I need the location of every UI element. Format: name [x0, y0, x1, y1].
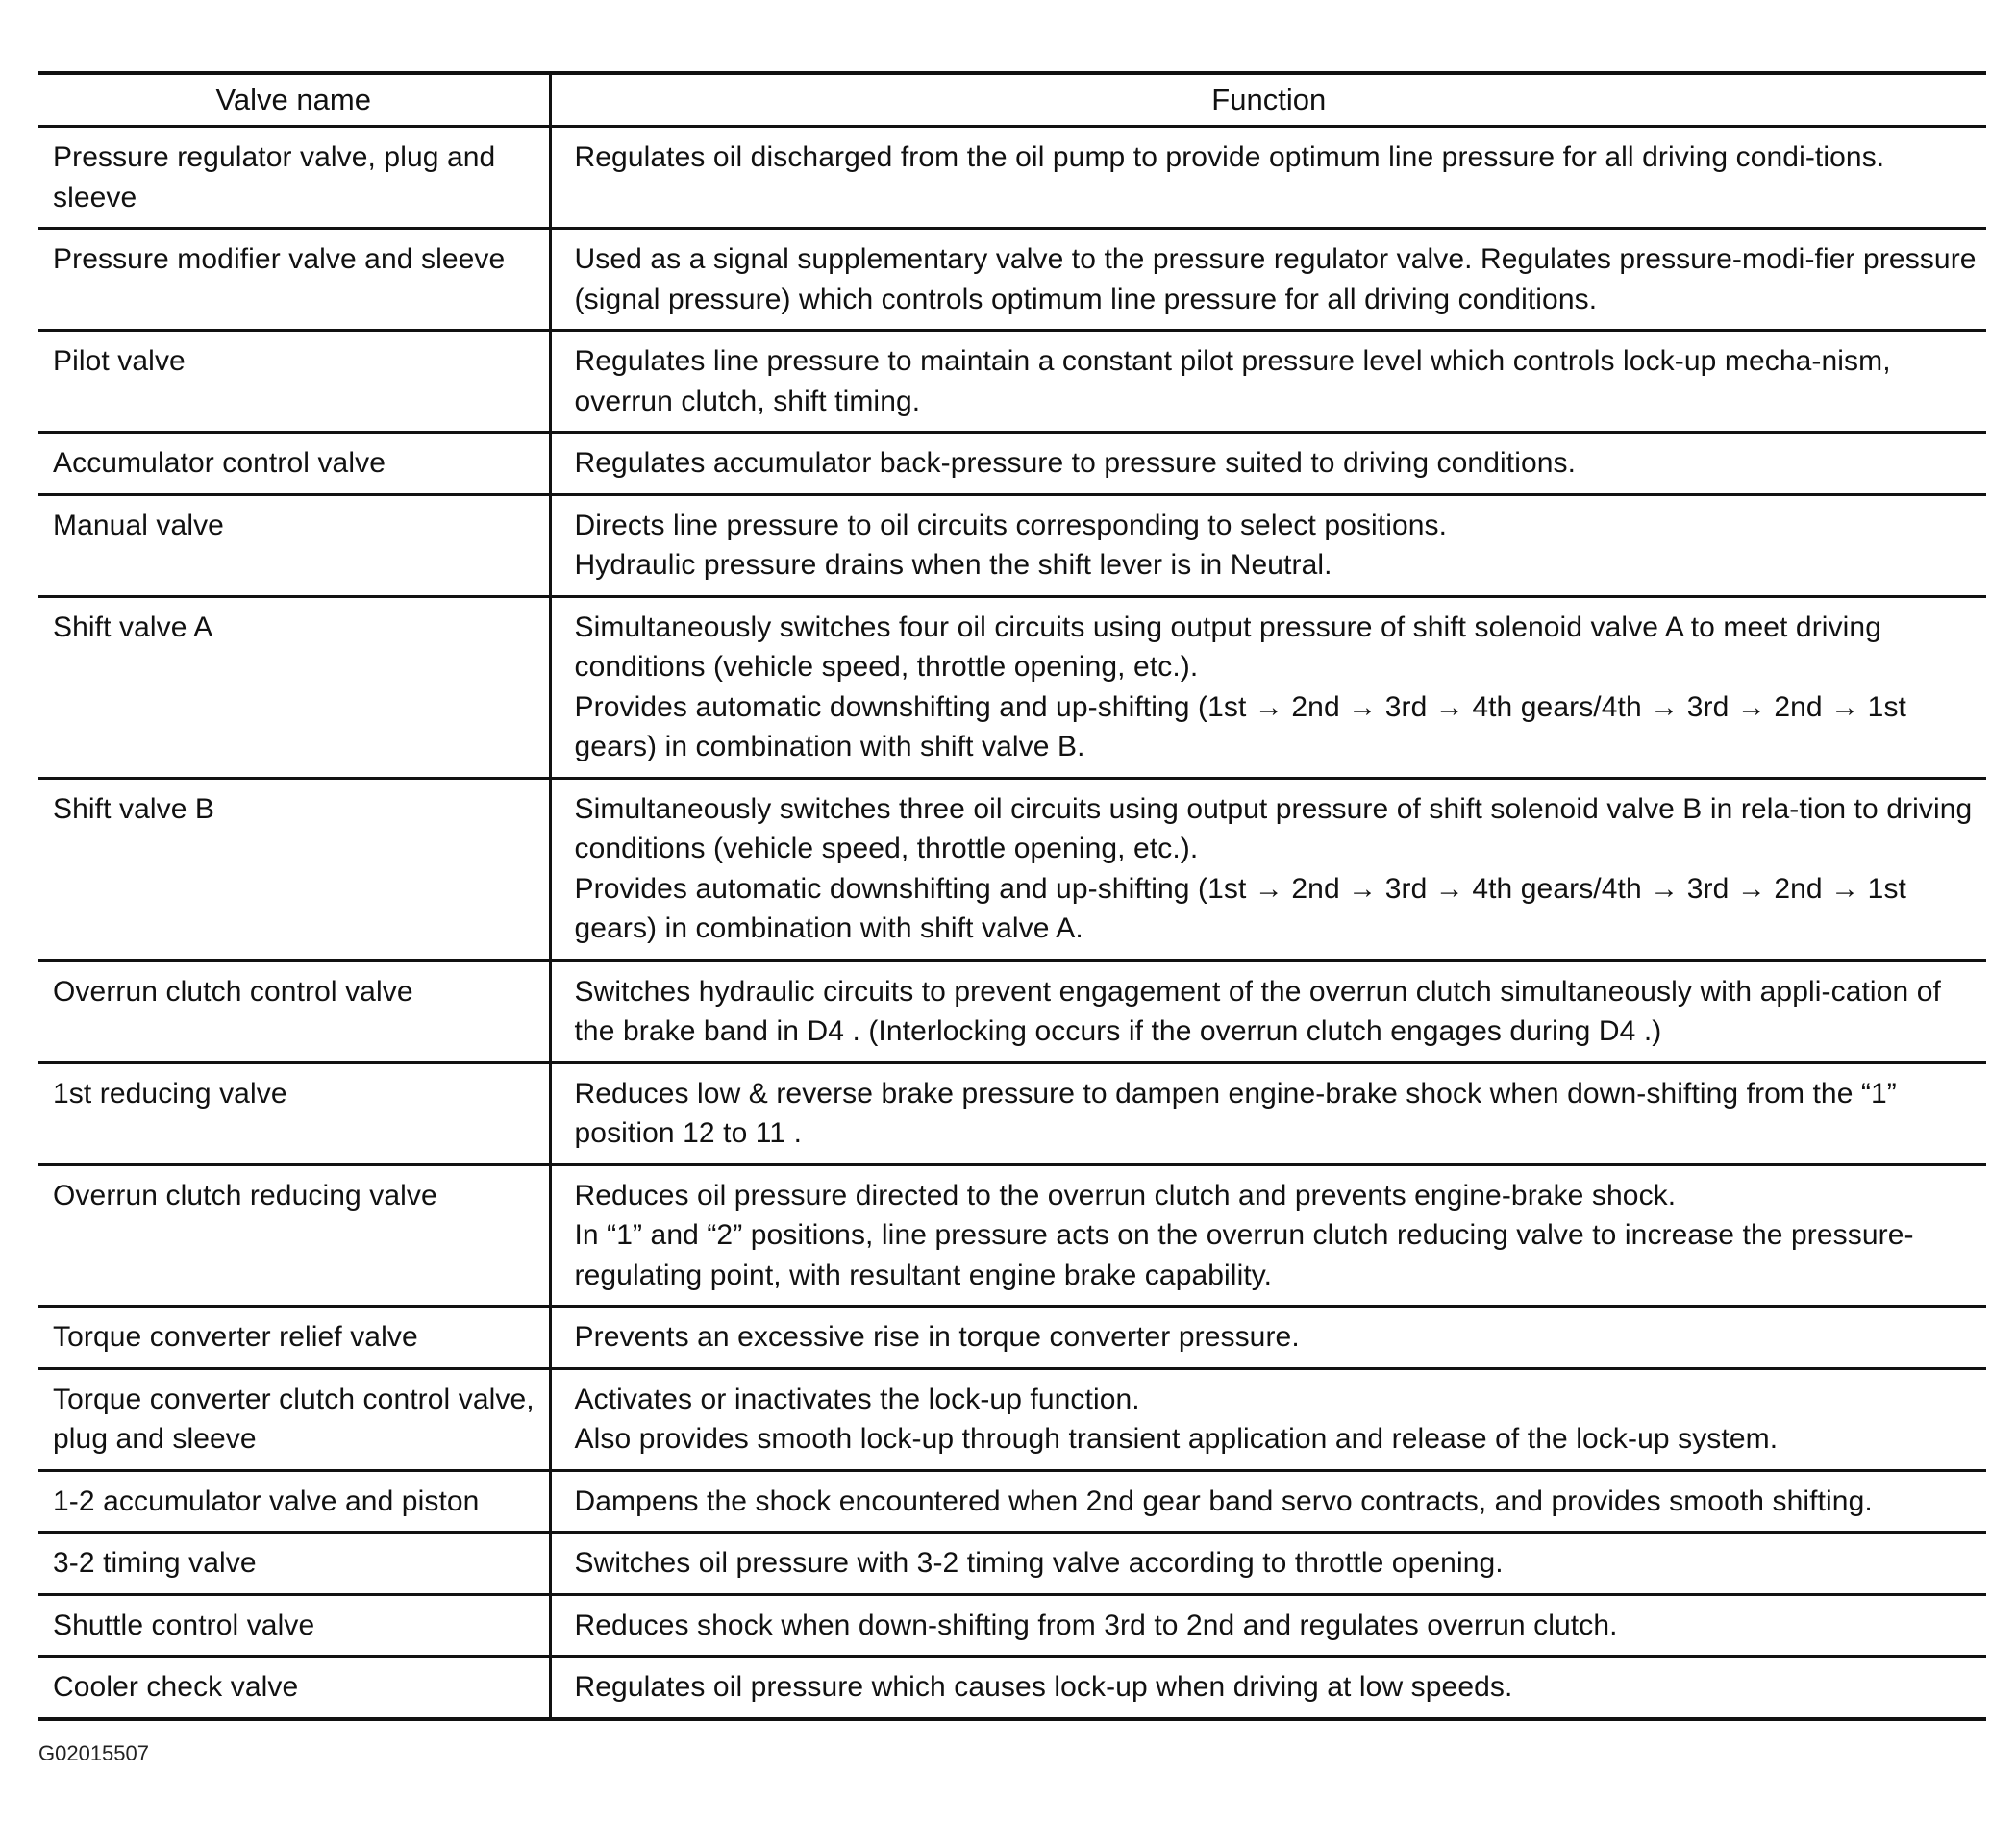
- table-row: [38, 1657, 1986, 1719]
- function-text: Reduces oil pressure directed to the overrun clutch and prevents engine-brake shock.: [574, 1179, 1677, 1211]
- valve-name-cell: Overrun clutch control valve: [38, 961, 550, 1063]
- valve-name-cell: 1st reducing valve: [38, 1062, 550, 1164]
- figure-reference-code: G02015507: [38, 1741, 149, 1765]
- function-text: Provides automatic downshifting and up-shifting (1st → 2nd → 3rd → 4th gears/4th → 3rd → 2nd → 1st gears) in combination with shift valve B.: [574, 690, 1906, 762]
- header-valve-name: Valve name: [38, 73, 550, 127]
- table-row: [38, 494, 1986, 596]
- function-text: Hydraulic pressure drains when the shift lever is in Neutral.: [574, 549, 1332, 581]
- function-text: Regulates oil pressure which causes lock-up when driving at low speeds.: [574, 1671, 1513, 1703]
- function-text: Used as a signal supplementary valve to the pressure regulator valve. Regulates pressure-modi-fier pressure (signal pressure) which controls optimum line pressure for all driving conditions.: [574, 243, 1977, 315]
- table-row: [38, 596, 1986, 778]
- valve-function-cell: [550, 127, 1986, 229]
- valve-name-cell: Cooler check valve: [38, 1657, 550, 1719]
- header-function: Function: [550, 73, 1986, 127]
- function-text: Reduces shock when down-shifting from 3rd to 2nd and regulates overrun clutch.: [574, 1609, 1618, 1641]
- valve-function-cell: [550, 331, 1986, 433]
- table-row: [38, 1307, 1986, 1369]
- table-row: [38, 1470, 1986, 1533]
- valve-name-cell: Torque converter clutch control valve, plug and sleeve: [38, 1368, 550, 1470]
- function-text: Switches hydraulic circuits to prevent engagement of the overrun clutch simultaneously with appli-cation of the brake band in D4 . (Interlocking occurs if the overrun clutch engages during D4 .): [574, 975, 1941, 1047]
- valve-name-cell: Accumulator control valve: [38, 433, 550, 495]
- function-text: Simultaneously switches three oil circuits using output pressure of shift solenoid valve B in rela-tion to driving conditions (vehicle speed, throttle opening, etc.).: [574, 792, 1973, 864]
- function-text: Reduces low & reverse brake pressure to dampen engine-brake shock when down-shifting from the “1” position 12 to 11 .: [574, 1077, 1897, 1149]
- table-row: [38, 1533, 1986, 1595]
- function-text: Switches oil pressure with 3-2 timing valve according to throttle opening.: [574, 1547, 1504, 1579]
- valve-function-document: [38, 71, 1986, 1721]
- valve-function-cell: [550, 778, 1986, 961]
- table-row: [38, 1368, 1986, 1470]
- function-text: Activates or inactivates the lock-up function.: [574, 1383, 1140, 1415]
- valve-name-cell: 1-2 accumulator valve and piston: [38, 1470, 550, 1533]
- table-body: [38, 127, 1986, 1719]
- valve-function-table: [38, 71, 1986, 1721]
- valve-name-cell: Manual valve: [38, 494, 550, 596]
- function-text: Dampens the shock encountered when 2nd gear band servo contracts, and provides smooth shifting.: [574, 1485, 1873, 1517]
- valve-name-cell: Overrun clutch reducing valve: [38, 1164, 550, 1307]
- valve-name-cell: 3-2 timing valve: [38, 1533, 550, 1595]
- table-row: [38, 127, 1986, 229]
- valve-name-cell: Shift valve A: [38, 596, 550, 778]
- valve-function-cell: [550, 1657, 1986, 1719]
- valve-name-cell: Pilot valve: [38, 331, 550, 433]
- function-text: Directs line pressure to oil circuits corresponding to select positions.: [574, 509, 1448, 541]
- valve-function-cell: [550, 1594, 1986, 1657]
- table-header-row: [38, 73, 1986, 127]
- table-row: [38, 229, 1986, 331]
- valve-function-cell: [550, 433, 1986, 495]
- valve-name-cell: Pressure regulator valve, plug and sleeve: [38, 127, 550, 229]
- valve-function-cell: [550, 1533, 1986, 1595]
- valve-name-cell: Pressure modifier valve and sleeve: [38, 229, 550, 331]
- function-text: Regulates oil discharged from the oil pump to provide optimum line pressure for all driving condi-tions.: [574, 141, 1885, 173]
- function-text: In “1” and “2” positions, line pressure acts on the overrun clutch reducing valve to increase the pressure-regulating point, with resultant engine brake capability.: [574, 1219, 1914, 1291]
- valve-function-cell: [550, 1062, 1986, 1164]
- function-text: Prevents an excessive rise in torque converter pressure.: [574, 1321, 1300, 1353]
- valve-function-cell: [550, 961, 1986, 1063]
- function-text: Regulates accumulator back-pressure to pressure suited to driving conditions.: [574, 447, 1577, 479]
- function-text: Regulates line pressure to maintain a constant pilot pressure level which controls lock-up mecha-nism, overrun clutch, shift timing.: [574, 345, 1891, 417]
- valve-function-cell: [550, 1164, 1986, 1307]
- table-row: [38, 1062, 1986, 1164]
- table-row: [38, 1164, 1986, 1307]
- table-row: [38, 961, 1986, 1063]
- valve-name-cell: Shuttle control valve: [38, 1594, 550, 1657]
- valve-function-cell: [550, 229, 1986, 331]
- valve-function-cell: [550, 1470, 1986, 1533]
- table-row: [38, 1594, 1986, 1657]
- table-row: [38, 778, 1986, 961]
- function-text: Provides automatic downshifting and up-shifting (1st → 2nd → 3rd → 4th gears/4th → 3rd → 2nd → 1st gears) in combination with shift valve A.: [574, 872, 1906, 944]
- valve-function-cell: [550, 596, 1986, 778]
- function-text: Simultaneously switches four oil circuits using output pressure of shift solenoid valve A to meet driving conditions (vehicle speed, throttle opening, etc.).: [574, 611, 1882, 683]
- valve-function-cell: [550, 1368, 1986, 1470]
- function-text: Also provides smooth lock-up through transient application and release of the lock-up system.: [574, 1423, 1779, 1455]
- table-row: [38, 331, 1986, 433]
- valve-name-cell: Torque converter relief valve: [38, 1307, 550, 1369]
- valve-function-cell: [550, 494, 1986, 596]
- valve-function-cell: [550, 1307, 1986, 1369]
- valve-name-cell: Shift valve B: [38, 778, 550, 961]
- table-row: [38, 433, 1986, 495]
